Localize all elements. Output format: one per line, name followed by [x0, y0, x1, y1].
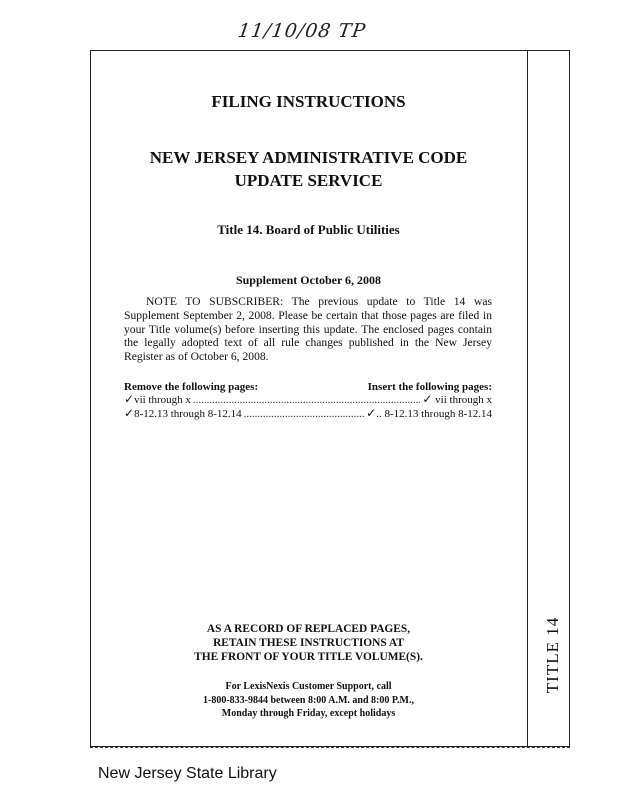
code-heading [90, 146, 527, 192]
note-text: NOTE TO SUBSCRIBER: The previous update to Title 14 was Supplement September 2, 2008. Please be certain that those pages are filed in your Title volume(s) before inserting this update. The enclosed pages contain the legally adopted text of all rule changes published in the New Jersey Register as of October 6, 2008. [124, 295, 492, 364]
title-tab [538, 600, 568, 710]
check-mark-icon: ✓ [124, 392, 135, 406]
supplement-date: Supplement October 6, 2008 [235, 273, 382, 287]
page-row [124, 393, 492, 407]
record-line1: AS A RECORD OF REPLACED PAGES, [206, 623, 411, 635]
remove-header: Remove the following pages: [124, 380, 259, 393]
code-heading-line2: UPDATE SERVICE [234, 171, 383, 190]
insert-pages: 8-12.13 through 8-12.14 [384, 407, 492, 420]
insert-header: Insert the following pages: [367, 380, 492, 393]
check-mark-icon: ✓ [124, 405, 135, 420]
leader-dots [193, 394, 420, 406]
tab-divider [527, 50, 528, 747]
subscriber-note [124, 295, 492, 364]
remove-pages: 8-12.13 through 8-12.14 [134, 407, 242, 420]
leader-dots [244, 408, 365, 420]
check-mark-icon: ✓ [422, 392, 433, 406]
insert-pages: vii through x [435, 394, 492, 406]
code-heading-line1: NEW JERSEY ADMINISTRATIVE CODE [149, 148, 468, 167]
pages-list [124, 379, 492, 420]
bottom-rule [90, 747, 570, 748]
pages-header-row [124, 379, 492, 393]
footer-watermark: New Jersey State Library [98, 765, 277, 782]
filing-instructions-heading: FILING INSTRUCTIONS [211, 92, 406, 111]
handwritten-annotation: 11/10/08 TP [236, 20, 368, 42]
title-tab-label: TITLE 14 [543, 616, 562, 694]
support-line2: 1-800-833-9844 between 8:00 A.M. and 8:00 P.M., [202, 694, 414, 706]
title-heading: Title 14. Board of Public Utilities [217, 222, 400, 237]
remove-pages: vii through x [134, 394, 191, 406]
support-line3: Monday through Friday, except holidays [221, 708, 396, 719]
check-mark-icon: ✓ [366, 405, 377, 420]
record-notice [90, 622, 527, 664]
page-row: ✓8-12.13 through 8-12.14 ..... ✓.. 8-12.13 through 8-12.14 [124, 406, 492, 420]
record-line2: RETAIN THESE INSTRUCTIONS AT [213, 637, 404, 649]
support-line1: For LexisNexis Customer Support, call [225, 681, 392, 692]
support-info [90, 680, 527, 721]
record-line3: THE FRONT OF YOUR TITLE VOLUME(S). [194, 651, 423, 663]
